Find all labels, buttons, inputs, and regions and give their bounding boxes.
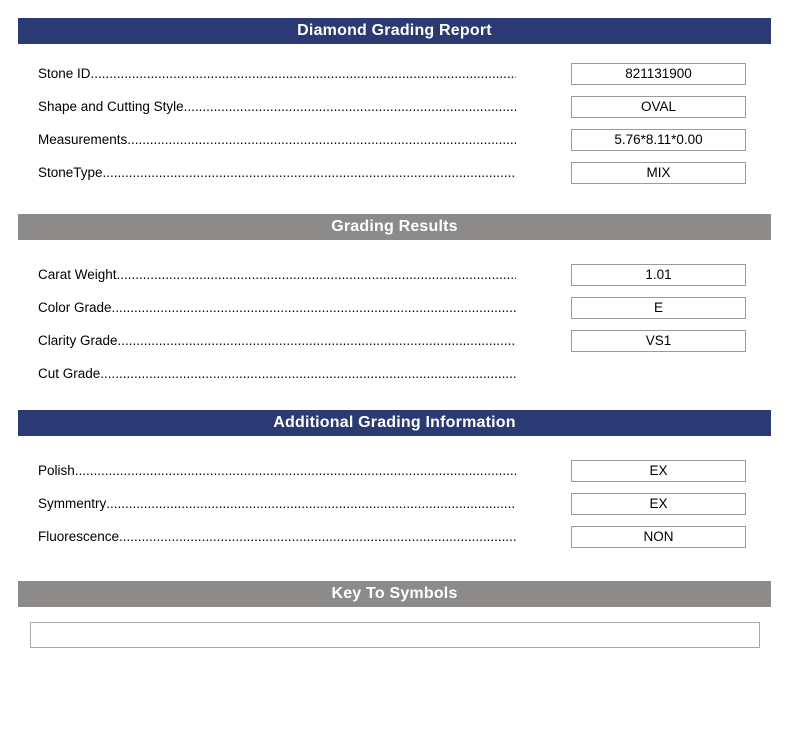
dot-leader	[91, 66, 516, 81]
field-value: 1.01	[645, 267, 672, 282]
field-row-symmetry	[18, 487, 771, 520]
section-body-report	[18, 44, 771, 214]
field-value-box	[571, 162, 746, 184]
field-value: EX	[649, 496, 668, 511]
field-row-carat-weight	[18, 258, 771, 291]
field-row-shape-cutting-style	[18, 90, 771, 123]
field-label: Polish	[38, 463, 75, 478]
dot-leader	[100, 366, 516, 381]
field-row-clarity-grade	[18, 324, 771, 357]
field-label: Cut Grade	[38, 366, 101, 381]
field-value-box	[571, 493, 746, 515]
field-value-box	[571, 129, 746, 151]
dot-leader	[119, 529, 516, 544]
field-label: Shape and Cutting Style	[38, 99, 184, 114]
field-label: Clarity Grade	[38, 333, 118, 348]
field-value: EX	[649, 463, 668, 478]
field-row-polish	[18, 454, 771, 487]
field-row-measurements	[18, 123, 771, 156]
field-value-box	[571, 63, 746, 85]
section-body-additional-info	[18, 436, 771, 581]
dot-leader	[127, 132, 516, 147]
section-title: Additional Grading Information	[273, 414, 516, 431]
key-to-symbols-box	[30, 622, 760, 648]
section-header-grading-results	[18, 214, 771, 240]
field-row-stone-id	[18, 57, 771, 90]
field-label: Symmentry	[38, 496, 107, 511]
section-title: Diamond Grading Report	[297, 22, 492, 39]
field-value-box	[571, 460, 746, 482]
field-value: E	[653, 300, 663, 315]
field-value: MIX	[646, 165, 671, 180]
field-label: StoneType	[38, 165, 103, 180]
dot-leader	[103, 165, 516, 180]
section-header-key-to-symbols	[18, 581, 771, 607]
section-title: Key To Symbols	[331, 585, 458, 602]
field-row-cut-grade	[18, 357, 771, 390]
field-value-box	[571, 297, 746, 319]
field-label: Color Grade	[38, 300, 112, 315]
field-value: NON	[643, 529, 674, 544]
field-label: Fluorescence	[38, 529, 120, 544]
field-value-box	[571, 96, 746, 118]
field-row-fluorescence	[18, 520, 771, 553]
field-value: OVAL	[640, 99, 676, 114]
field-value: 5.76*8.11*0.00	[614, 132, 703, 147]
dot-leader	[118, 333, 516, 348]
dot-leader	[112, 300, 516, 315]
field-label: Stone ID	[38, 66, 91, 81]
field-value: VS1	[645, 333, 672, 348]
field-label: Carat Weight	[38, 267, 117, 282]
field-value-box	[571, 330, 746, 352]
dot-leader	[106, 496, 516, 511]
section-title: Grading Results	[331, 218, 458, 235]
section-header-diamond-grading-report	[18, 18, 771, 44]
dot-leader	[184, 99, 516, 114]
section-header-additional-grading-information	[18, 410, 771, 436]
field-value: 821131900	[625, 66, 692, 81]
field-value-box	[571, 526, 746, 548]
field-label: Measurements	[38, 132, 128, 147]
field-value-box	[571, 264, 746, 286]
section-body-grading-results	[18, 240, 771, 410]
dot-leader	[75, 463, 516, 478]
dot-leader	[117, 267, 516, 282]
field-row-stone-type	[18, 156, 771, 189]
field-row-color-grade	[18, 291, 771, 324]
